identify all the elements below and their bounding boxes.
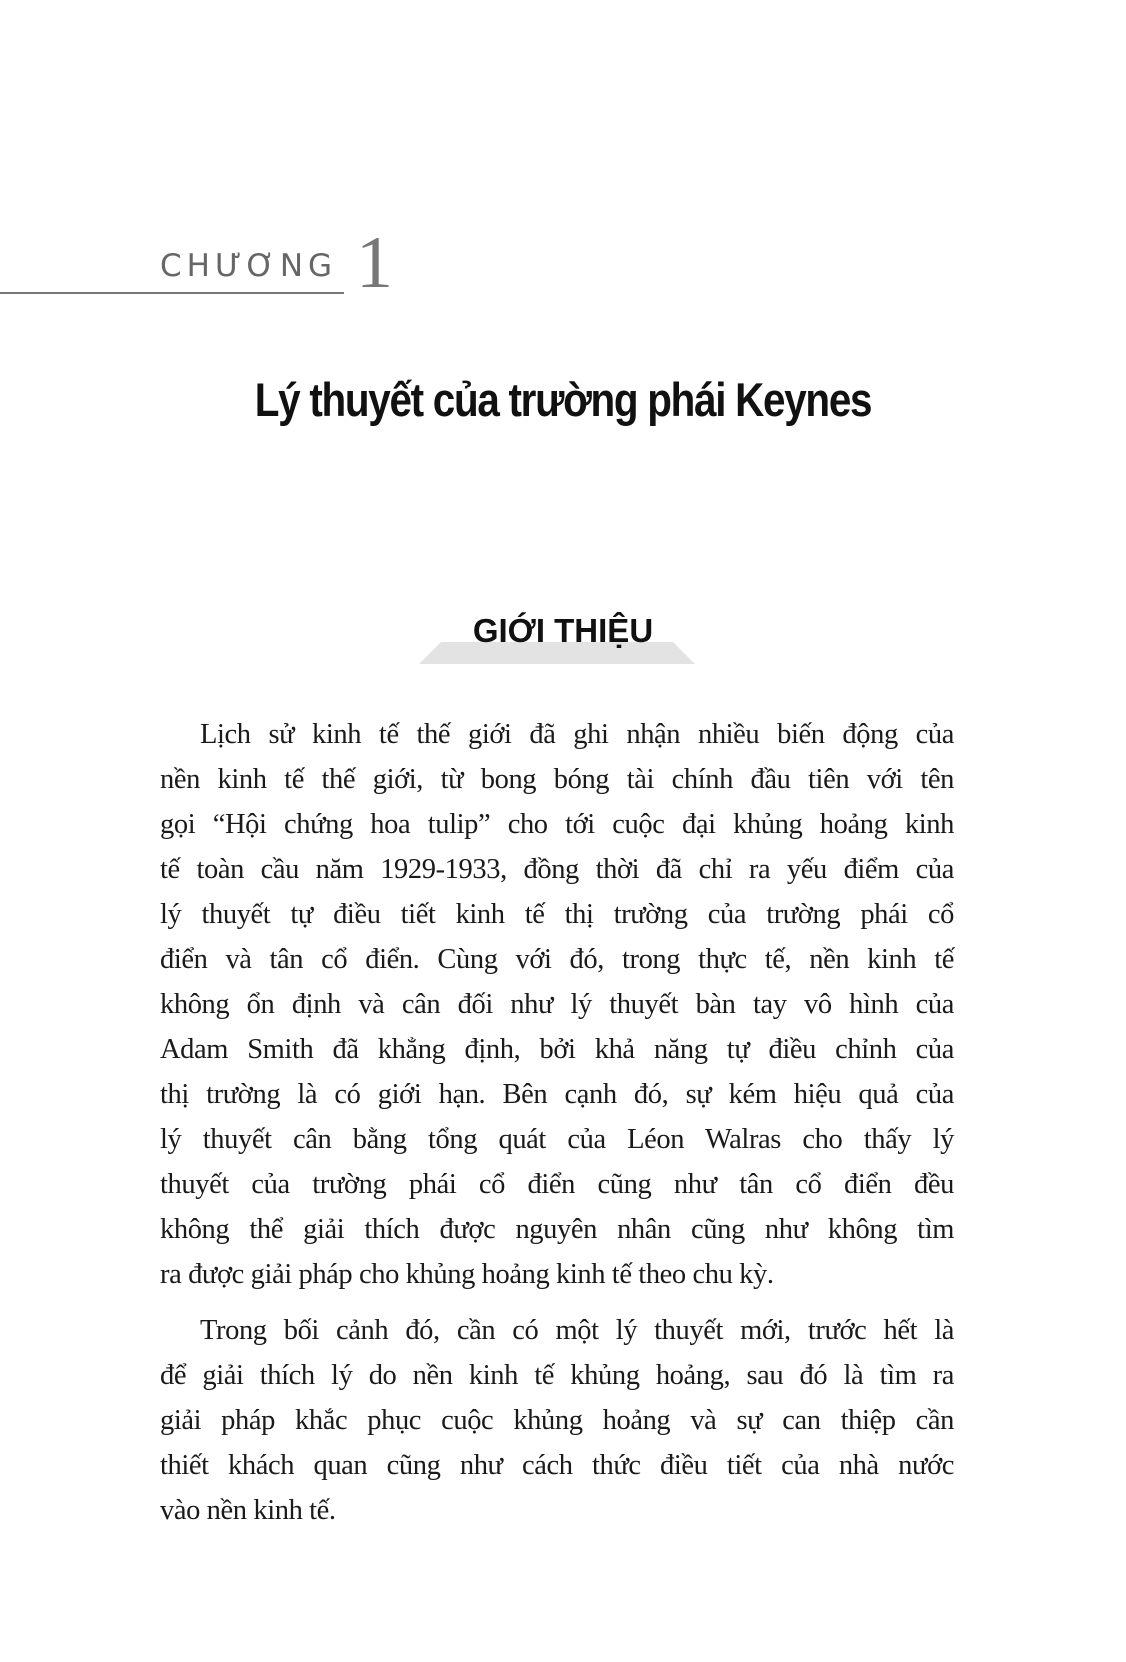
text-line: để giải thích lý do nền kinh tế khủng hoảng, sau đó là tìm ra	[160, 1360, 954, 1391]
text-line: Adam Smith đã khẳng định, bởi khả năng tự điều chỉnh của	[160, 1034, 954, 1065]
text-line: không thể giải thích được nguyên nhân cũng như không tìm	[160, 1214, 954, 1245]
text-line: điển và tân cổ điển. Cùng với đó, trong thực tế, nền kinh tế	[160, 944, 954, 975]
text-line: tế toàn cầu năm 1929-1933, đồng thời đã chỉ ra yếu điểm của	[160, 854, 954, 885]
paragraph	[160, 712, 954, 1297]
text-line: nền kinh tế thế giới, từ bong bóng tài chính đầu tiên với tên	[160, 764, 954, 795]
text-line: Trong bối cảnh đó, cần có một lý thuyết mới, trước hết là	[200, 1315, 954, 1346]
text-line: ra được giải pháp cho khủng hoảng kinh tế theo chu kỳ.	[160, 1259, 774, 1290]
text-line: giải pháp khắc phục cuộc khủng hoảng và sự can thiệp cần	[160, 1405, 954, 1436]
chapter-rule-divider	[0, 292, 344, 294]
text-line: thiết khách quan cũng như cách thức điều tiết của nhà nước	[160, 1450, 954, 1481]
text-line: vào nền kinh tế.	[160, 1495, 336, 1526]
text-line: Lịch sử kinh tế thế giới đã ghi nhận nhiều biến động của	[200, 719, 954, 750]
text-line: thuyết của trường phái cổ điển cũng như tân cổ điển đều	[160, 1169, 954, 1200]
body-text	[160, 712, 954, 1544]
section-heading: GIỚI THIỆU	[472, 612, 654, 649]
text-line: lý thuyết cân bằng tổng quát của Léon Walras cho thấy lý	[160, 1124, 954, 1155]
paragraph	[160, 1308, 954, 1533]
text-line: thị trường là có giới hạn. Bên cạnh đó, sự kém hiệu quả của	[160, 1079, 954, 1110]
chapter-number: 1	[356, 222, 393, 304]
text-line: gọi “Hội chứng hoa tulip” cho tới cuộc đại khủng hoảng kinh	[160, 809, 954, 840]
text-line: lý thuyết tự điều tiết kinh tế thị trường của trường phái cổ	[160, 899, 954, 930]
chapter-label: CHƯƠNG	[160, 248, 338, 284]
chapter-title: Lý thuyết của trường phái Keynes	[254, 373, 872, 426]
text-line: không ổn định và cân đối như lý thuyết bàn tay vô hình của	[160, 989, 954, 1020]
